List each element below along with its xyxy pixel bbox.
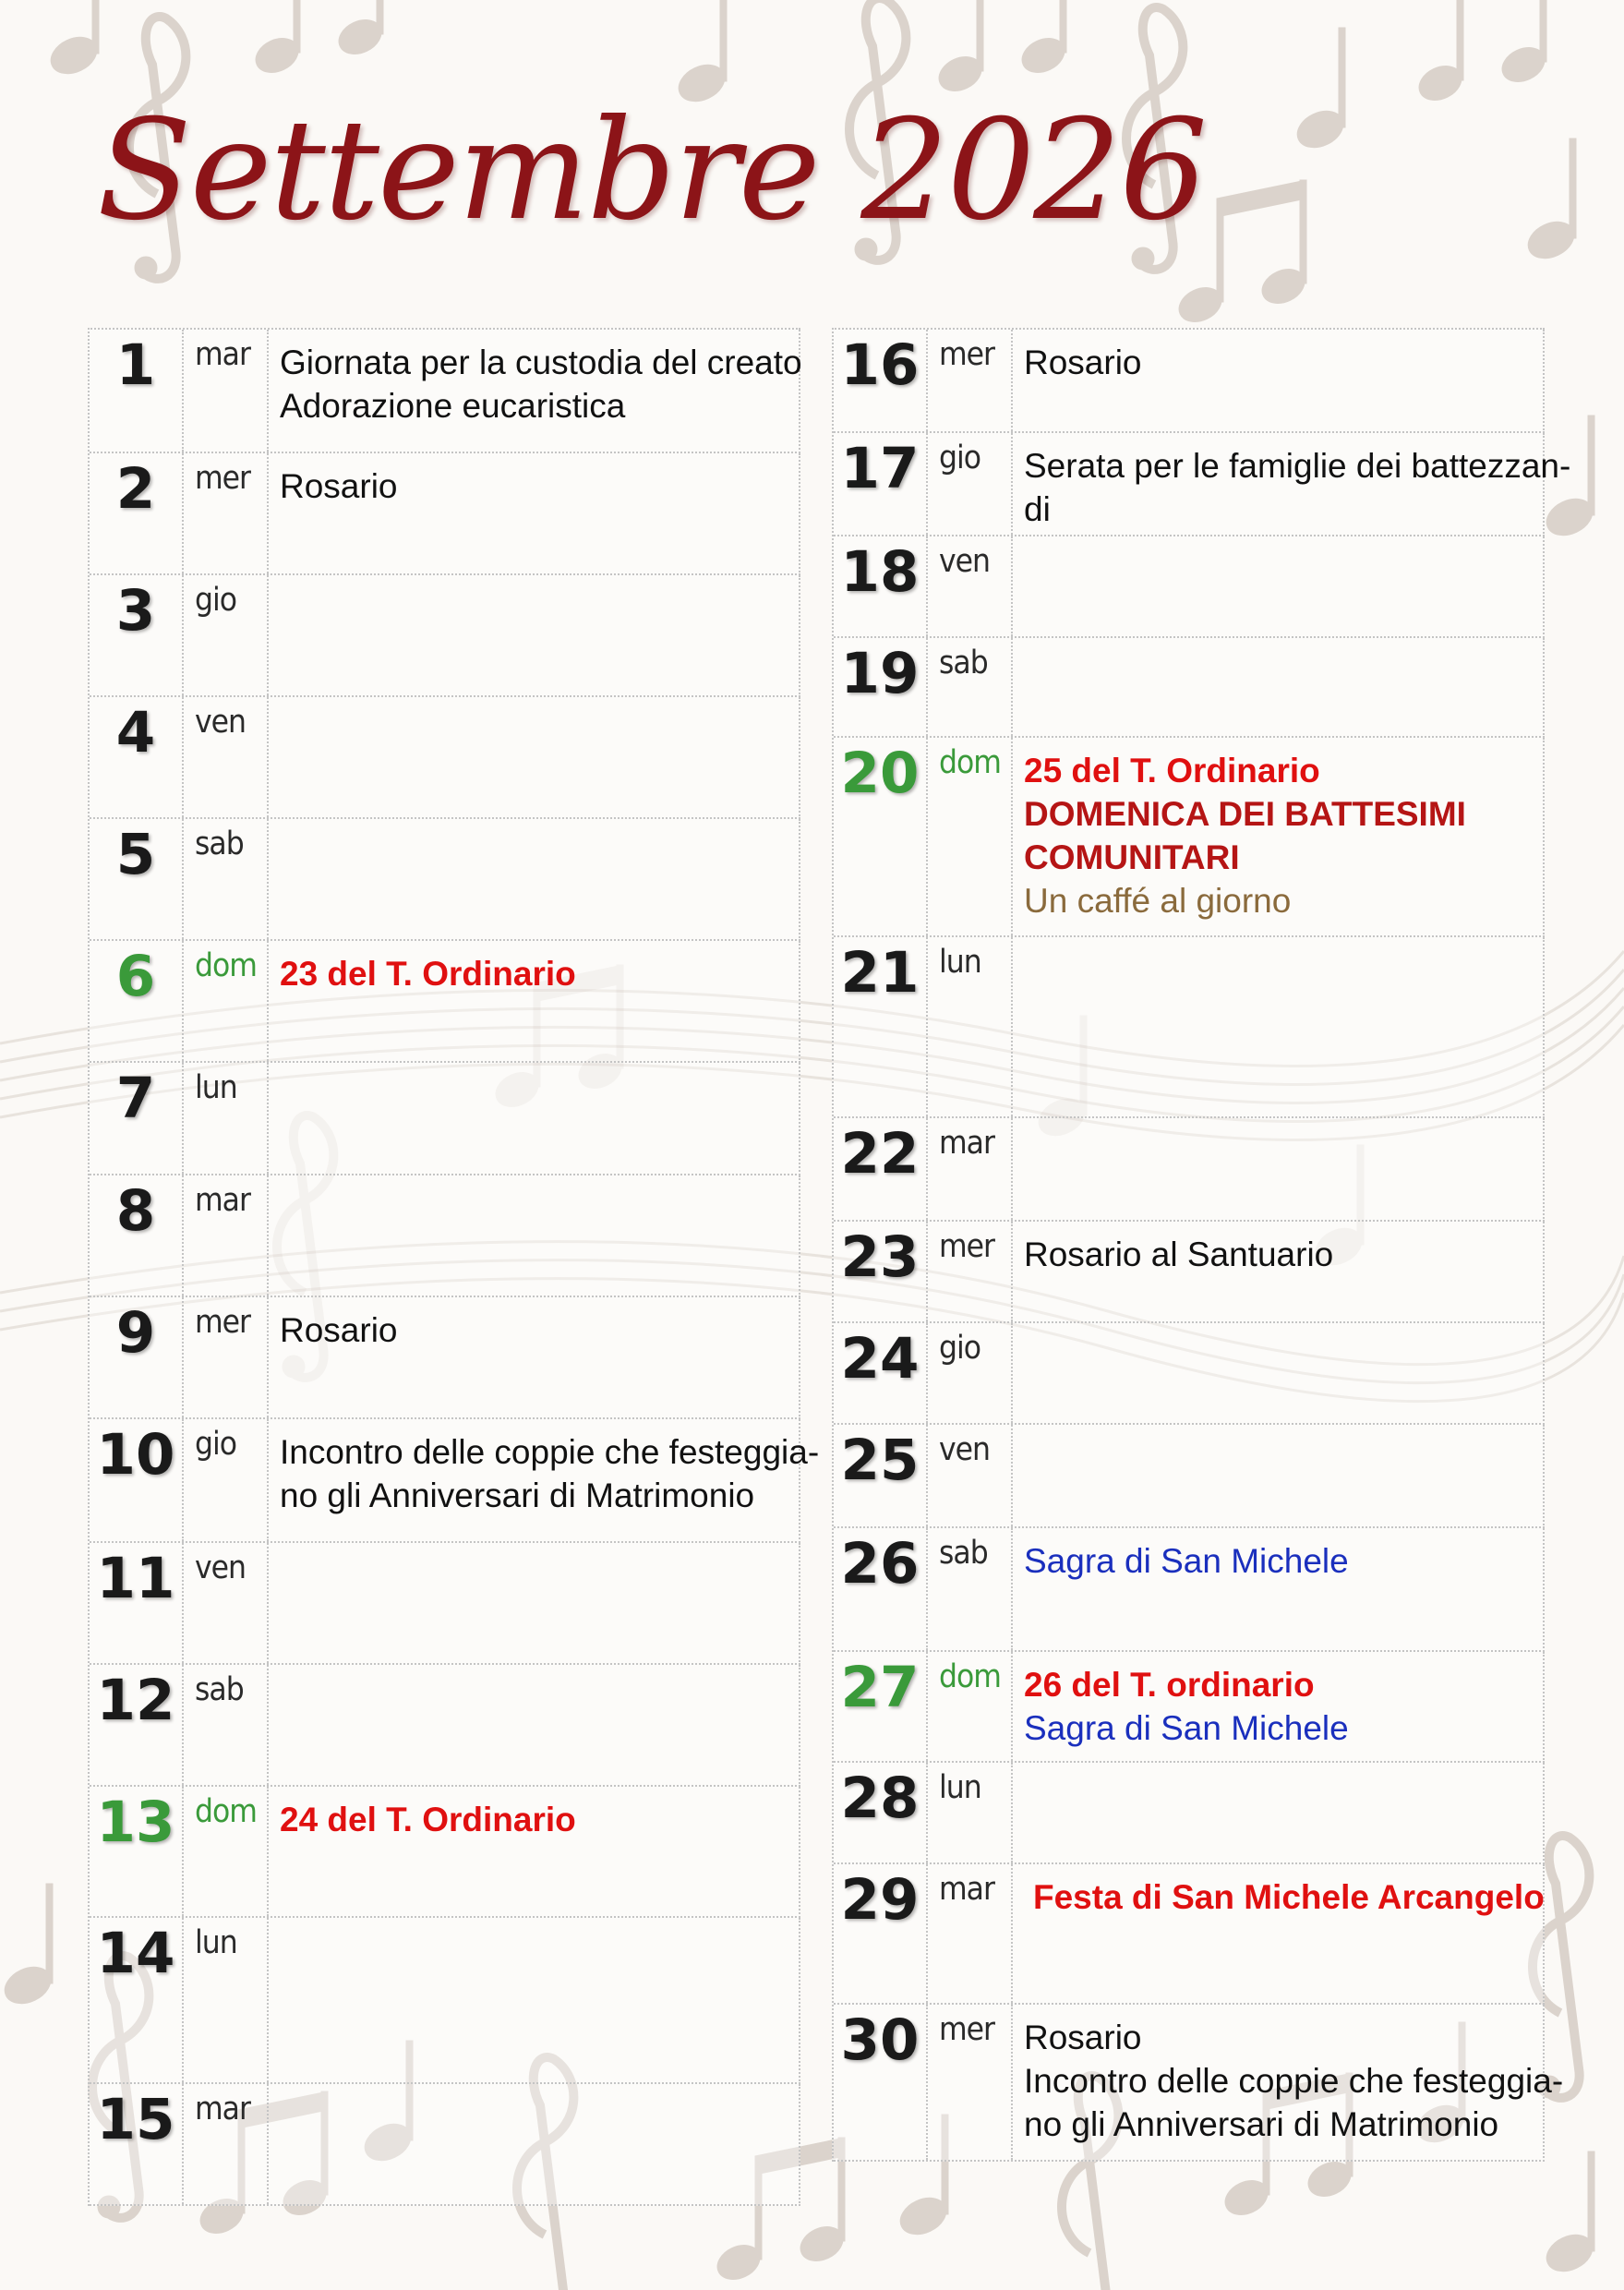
day-row — [834, 738, 1545, 937]
day-number: 15 — [90, 2084, 184, 2204]
day-events — [269, 1063, 799, 1174]
event-text: 24 del T. Ordinario — [280, 1801, 576, 1838]
day-number: 20 — [834, 738, 928, 935]
day-row — [90, 697, 800, 819]
weekday-label: ven — [928, 1425, 1013, 1526]
day-events — [1013, 330, 1543, 431]
day-number: 11 — [90, 1543, 184, 1663]
weekday-label: lun — [928, 937, 1013, 1116]
day-row — [834, 1323, 1545, 1425]
event-text: Rosario — [280, 1311, 398, 1349]
day-events — [269, 1787, 799, 1916]
day-events — [1013, 1864, 1545, 2003]
day-row — [90, 1787, 800, 1918]
day-number: 14 — [90, 1918, 184, 2082]
day-number: 13 — [90, 1787, 184, 1916]
event-text: Un caffé al giorno — [1024, 882, 1292, 920]
day-events — [1013, 1118, 1543, 1220]
event-text: 26 del T. ordinario — [1024, 1666, 1315, 1704]
day-row — [90, 2084, 800, 2206]
weekday-label: sab — [184, 1665, 269, 1785]
event-text: Incontro delle coppie che festeggia- — [280, 1433, 820, 1471]
day-events — [269, 1665, 799, 1785]
day-events — [269, 1419, 819, 1541]
event-text: Sagra di San Michele — [1024, 1709, 1349, 1747]
day-row — [90, 1297, 800, 1419]
weekday-label: mar — [928, 1864, 1013, 2003]
day-row — [834, 1528, 1545, 1652]
day-row — [90, 330, 800, 453]
weekday-label: dom — [928, 738, 1013, 935]
calendar-column-left — [88, 328, 820, 2206]
day-events — [269, 1175, 799, 1296]
day-events — [1013, 638, 1543, 736]
day-events — [269, 2084, 799, 2204]
day-row — [90, 1543, 800, 1665]
event-text: Sagra di San Michele — [1024, 1542, 1349, 1580]
day-row — [90, 575, 800, 697]
day-row — [90, 1918, 800, 2084]
weekday-label: ven — [928, 536, 1013, 636]
day-row — [834, 1222, 1545, 1323]
day-row — [90, 1665, 800, 1787]
day-row — [90, 453, 800, 575]
weekday-label: gio — [184, 1419, 269, 1541]
weekday-label: mar — [184, 1175, 269, 1296]
day-number: 22 — [834, 1118, 928, 1220]
day-number: 2 — [90, 453, 184, 573]
day-row — [90, 941, 800, 1063]
day-row — [834, 638, 1545, 738]
day-number: 4 — [90, 697, 184, 817]
day-number: 9 — [90, 1297, 184, 1417]
day-number: 30 — [834, 2005, 928, 2160]
event-text: Rosario — [1024, 344, 1142, 381]
event-text: 23 del T. Ordinario — [280, 955, 576, 993]
weekday-label: sab — [928, 1528, 1013, 1650]
day-events — [269, 1297, 799, 1417]
day-events — [1013, 1528, 1543, 1650]
day-number: 21 — [834, 937, 928, 1116]
event-text: di — [1024, 490, 1051, 528]
weekday-label: mer — [184, 453, 269, 573]
day-row — [834, 2005, 1564, 2162]
day-events — [269, 697, 799, 817]
day-row — [90, 819, 800, 941]
event-text: Giornata per la custodia del creato — [280, 344, 802, 381]
weekday-label: lun — [928, 1763, 1013, 1862]
day-number: 10 — [90, 1419, 184, 1541]
day-events — [269, 330, 802, 452]
weekday-label: ven — [184, 697, 269, 817]
day-number: 23 — [834, 1222, 928, 1321]
day-row — [834, 536, 1545, 638]
day-events — [269, 575, 799, 695]
weekday-label: gio — [928, 1323, 1013, 1423]
weekday-label: lun — [184, 1918, 269, 2082]
event-text: Rosario — [280, 467, 398, 505]
weekday-label: mer — [928, 330, 1013, 431]
event-text: 25 del T. Ordinario — [1024, 752, 1320, 789]
day-row — [834, 1864, 1545, 2005]
day-events — [1013, 738, 1543, 935]
event-text: no gli Anniversari di Matrimonio — [1024, 2105, 1499, 2143]
day-number: 7 — [90, 1063, 184, 1174]
weekday-label: ven — [184, 1543, 269, 1663]
day-number: 8 — [90, 1175, 184, 1296]
weekday-label: mer — [184, 1297, 269, 1417]
calendar-column-right — [832, 328, 1571, 2162]
weekday-label: mar — [184, 2084, 269, 2204]
weekday-label: mar — [928, 1118, 1013, 1220]
day-row — [834, 1118, 1545, 1222]
day-events — [1013, 2005, 1563, 2160]
day-number: 5 — [90, 819, 184, 939]
weekday-label: mer — [928, 2005, 1013, 2160]
event-text: Rosario — [1024, 2019, 1142, 2056]
event-text: Adorazione eucaristica — [280, 387, 626, 425]
event-text: no gli Anniversari di Matrimonio — [280, 1476, 755, 1514]
weekday-label: dom — [928, 1652, 1013, 1761]
weekday-label: gio — [184, 575, 269, 695]
day-events — [269, 1918, 799, 2082]
day-row — [834, 1763, 1545, 1864]
day-number: 17 — [834, 433, 928, 535]
day-row — [834, 937, 1545, 1118]
day-row — [834, 1652, 1545, 1763]
day-events — [269, 941, 799, 1061]
event-text: COMUNITARI — [1024, 838, 1240, 876]
day-events — [1013, 536, 1543, 636]
day-number: 25 — [834, 1425, 928, 1526]
weekday-label: mar — [184, 330, 269, 452]
day-row — [90, 1175, 800, 1297]
day-events — [1013, 433, 1570, 535]
day-events — [269, 453, 799, 573]
event-text: Rosario al Santuario — [1024, 1235, 1334, 1273]
day-events — [1013, 1222, 1543, 1321]
day-events — [1013, 1763, 1543, 1862]
day-number: 26 — [834, 1528, 928, 1650]
weekday-label: mer — [928, 1222, 1013, 1321]
day-events — [1013, 1425, 1543, 1526]
day-row — [834, 330, 1545, 433]
day-events — [1013, 937, 1543, 1116]
event-text: Incontro delle coppie che festeggia- — [1024, 2062, 1564, 2100]
day-row — [834, 433, 1571, 536]
event-text: DOMENICA DEI BATTESIMI — [1024, 795, 1466, 833]
weekday-label: sab — [184, 819, 269, 939]
day-number: 16 — [834, 330, 928, 431]
day-number: 19 — [834, 638, 928, 736]
weekday-label: dom — [184, 1787, 269, 1916]
day-number: 12 — [90, 1665, 184, 1785]
day-row — [90, 1063, 800, 1175]
day-number: 24 — [834, 1323, 928, 1423]
day-number: 27 — [834, 1652, 928, 1761]
weekday-label: lun — [184, 1063, 269, 1174]
weekday-label: gio — [928, 433, 1013, 535]
day-events — [1013, 1323, 1543, 1423]
day-row — [90, 1419, 820, 1543]
day-number: 6 — [90, 941, 184, 1061]
event-text: Festa di San Michele Arcangelo — [1033, 1878, 1545, 1916]
day-number: 1 — [90, 330, 184, 452]
day-number: 29 — [834, 1864, 928, 2003]
page-title: Settembre 2026 — [97, 90, 1207, 251]
day-number: 3 — [90, 575, 184, 695]
day-number: 28 — [834, 1763, 928, 1862]
day-number: 18 — [834, 536, 928, 636]
day-events — [269, 819, 799, 939]
day-events — [269, 1543, 799, 1663]
day-events — [1013, 1652, 1543, 1761]
event-text: Serata per le famiglie dei battezzan- — [1024, 447, 1571, 485]
day-row — [834, 1425, 1545, 1528]
weekday-label: sab — [928, 638, 1013, 736]
weekday-label: dom — [184, 941, 269, 1061]
